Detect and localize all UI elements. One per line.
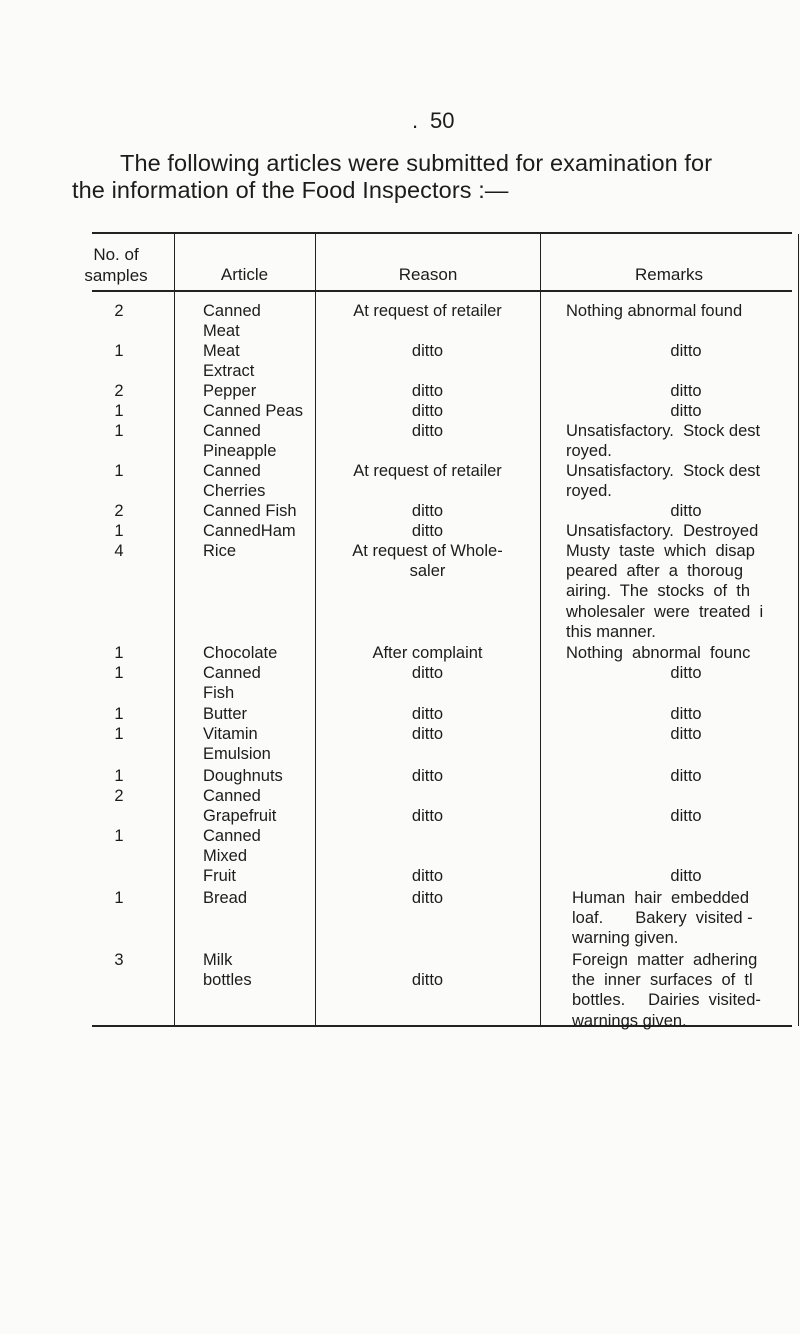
cell-remarks-line: Foreign matter adhering [572, 951, 758, 969]
page-number: 50 [430, 108, 455, 133]
cell-remarks-line: this manner. [566, 622, 656, 641]
cell-samples: 1 [114, 342, 124, 360]
cell-reason: ditto [411, 502, 444, 520]
cell-reason-line: At request of Whole- [352, 542, 503, 560]
cell-article: Doughnuts [203, 767, 283, 785]
cell-remarks: ditto [670, 767, 702, 785]
intro-paragraph [72, 150, 797, 204]
cell-article-line: bottles [203, 971, 252, 990]
header-reason: Reason [398, 265, 458, 284]
cell-samples: 1 [114, 422, 124, 440]
cell-reason: ditto [411, 889, 444, 907]
cell-reason: ditto [411, 342, 444, 360]
cell-samples: 1 [114, 462, 124, 480]
cell-article-line: Extract [203, 362, 255, 381]
cell-samples: 2 [114, 502, 124, 520]
cell-remarks: ditto [670, 502, 702, 520]
cell-remarks [566, 461, 800, 501]
cell-article: Rice [203, 542, 237, 560]
cell-remarks-line: wholesaler were treated i [566, 602, 764, 621]
cell-samples: 1 [114, 827, 124, 845]
intro-line-2: the information of the Food Inspectors :— [72, 177, 509, 203]
cell-remarks: Unsatisfactory. Destroyed [566, 522, 759, 540]
cell-remarks-line: loaf. Bakery visited - [572, 909, 753, 928]
cell-article: Canned Peas [203, 402, 303, 420]
cell-article-line: Meat [203, 322, 240, 341]
cell-article: Canned Fish [203, 502, 297, 520]
cell-article-line: Canned [203, 302, 261, 320]
cell-article-line: Grapefruit [203, 807, 277, 826]
cell-remarks: ditto [670, 402, 702, 420]
cell-remarks-line: Unsatisfactory. Stock dest [566, 422, 761, 440]
cell-samples: 2 [114, 382, 124, 400]
cell-article: CannedHam [203, 522, 296, 540]
cell-remarks-line: warning given. [572, 929, 679, 948]
cell-samples: 1 [114, 889, 124, 907]
cell-samples: 1 [114, 725, 124, 743]
cell-article-line: Fish [203, 684, 235, 703]
cell-article-line: Milk [203, 951, 233, 969]
cell-remarks [572, 950, 800, 1031]
cell-reason: ditto [411, 971, 444, 989]
header-samples-line2: samples [84, 266, 148, 285]
cell-remarks: ditto [670, 705, 702, 723]
cell-remarks-line: Musty taste which disap [566, 542, 755, 560]
cell-article-line: Canned [203, 422, 261, 440]
cell-samples: 1 [114, 767, 124, 785]
cell-samples: 1 [114, 664, 124, 682]
cell-samples: 1 [114, 644, 124, 662]
cell-remarks [566, 421, 800, 461]
cell-article-line: Fruit [203, 867, 236, 886]
cell-reason-line: saler [409, 562, 446, 581]
cell-reason: ditto [411, 705, 444, 723]
cell-remarks-line: the inner surfaces of tl [572, 971, 753, 990]
cell-reason: ditto [411, 422, 444, 440]
cell-article: Bread [203, 889, 248, 907]
cell-article: Pepper [203, 382, 257, 400]
cell-article-line: Canned [203, 664, 261, 682]
cell-article-line: Meat [203, 342, 240, 360]
cell-samples: 4 [114, 542, 124, 560]
cell-remarks: Nothing abnormal found [566, 302, 743, 320]
cell-reason: ditto [411, 867, 444, 885]
header-bottom-rule [92, 290, 792, 292]
cell-reason: ditto [411, 807, 444, 825]
intro-line-1: The following articles were submitted for examination for [120, 150, 713, 176]
cell-remarks: ditto [670, 867, 702, 885]
cell-reason: ditto [411, 767, 444, 785]
samples-table [60, 230, 800, 1050]
cell-article: Butter [203, 705, 248, 723]
cell-remarks: ditto [670, 664, 702, 682]
header-samples-line1: No. of [93, 245, 139, 264]
cell-samples: 2 [114, 302, 124, 320]
cell-remarks-line: royed. [566, 442, 612, 461]
cell-reason: ditto [411, 382, 444, 400]
cell-reason: ditto [411, 402, 444, 420]
cell-remarks: ditto [670, 382, 702, 400]
cell-remarks [566, 541, 800, 642]
header-remarks: Remarks [634, 265, 703, 284]
cell-article-line: Canned [203, 827, 261, 845]
cell-samples: 1 [114, 705, 124, 723]
cell-reason: At request of retailer [353, 462, 502, 480]
cell-article-line: Pineapple [203, 442, 277, 461]
cell-article-line: Vitamin [203, 725, 258, 743]
cell-samples: 3 [114, 951, 124, 969]
cell-remarks-line: royed. [566, 482, 612, 501]
cell-article-line: Mixed [203, 847, 248, 866]
cell-samples: 1 [114, 522, 124, 540]
cell-article-line: Emulsion [203, 745, 271, 764]
cell-reason: ditto [411, 725, 444, 743]
cell-article-line: Canned [203, 462, 261, 480]
cell-article-line: Cherries [203, 482, 266, 501]
cell-reason: After complaint [372, 644, 483, 662]
cell-remarks: ditto [670, 342, 702, 360]
cell-remarks: ditto [670, 725, 702, 743]
cell-samples: 2 [114, 787, 124, 805]
cell-remarks-line: bottles. Dairies visited- [572, 991, 761, 1010]
header-samples [60, 244, 172, 286]
cell-remarks-line: Human hair embedded [572, 889, 750, 907]
cell-reason: ditto [411, 664, 444, 682]
cell-reason: At request of retailer [353, 302, 502, 320]
cell-reason [315, 541, 540, 581]
cell-remarks: ditto [670, 807, 702, 825]
header-article: Article [220, 265, 269, 284]
cell-remarks-line: airing. The stocks of th [566, 582, 751, 601]
cell-remarks [572, 888, 800, 949]
column-divider-3 [540, 234, 541, 1026]
cell-samples: 1 [114, 402, 124, 420]
cell-remarks-line: warnings given. [572, 1011, 687, 1030]
cell-remarks-line: peared after a thoroug [566, 562, 744, 581]
cell-remarks-line: Unsatisfactory. Stock dest [566, 462, 761, 480]
cell-remarks: Nothing abnormal founc [566, 644, 751, 662]
page-dot: . [412, 108, 419, 133]
table-top-rule [92, 232, 792, 234]
cell-article-line: Canned [203, 787, 261, 805]
cell-reason: ditto [411, 522, 444, 540]
cell-article: Chocolate [203, 644, 278, 662]
